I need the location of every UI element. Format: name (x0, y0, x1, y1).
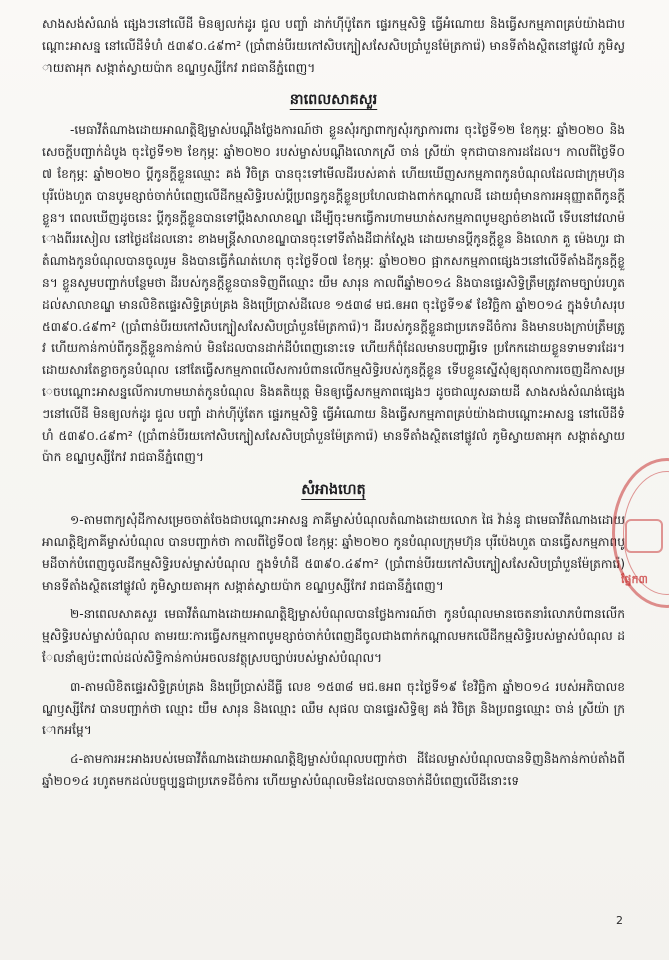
hearing-paragraph: -មេធាវីតំណាងដោយអាណត្តិឱ្យម្ចាស់បណ្តឹងថ្លែងការណ៍ថា ខ្លួនសុំរក្សាពាក្យសុំរក្សាការពារ ចុះថ្ងៃទី១២ ខែកុម្ភៈ ឆ្នាំ២០២០ និងសេចក្តីបញ្ជាក់ដំបូង ចុះថ្ងៃទី១២ ខែកុម្ភៈ ឆ្នាំ២០២០ របស់ម្ចាស់បណ្តឹងលោកស្រី ចាន់ ស្រីយ៉ា ទុកជាបានការដដែល។ កាលពីថ្ងៃទី០៧ ខែកុម្ភៈ ឆ្នាំ២០២០ ប្តីកូនក្តីខ្លួនឈ្មោះ គង់ វិចិត្រ បានចុះទៅមើលដីរបស់គាត់ ហើយឃើញសកម្មភាពកូនបំណុលដែលជាក្រុមហ៊ុន បុរីប៉េងហួត បានបូមខ្សាច់ចាក់បំពេញលើដីកម្មសិទ្ធិរបស់ប្តីប្រពន្ធកូនក្តីខ្លួនប្រហែលជាងពាក់កណ្តាលដី ដោយពុំមានការអនុញ្ញាតពីកូនក្តីខ្លួន។ ពេលឃើញដូចនេះ ប្តីកូនក្តីខ្លួនបានទៅប្តឹងសាលាខណ្ឌ ដើម្បីចុះមកធ្វើការហាមឃាត់សកម្មភាពបូមខ្សាច់ខាងលើ ទើបនៅវេលាម៉ោងពីររសៀល នៅថ្ងៃដដែលនោះ ខាងមន្ត្រីសាលាខណ្ឌបានចុះទៅទីតាំងដីជាក់ស្តែង ដោយមានប្តីកូនក្តីខ្លួន និងលោក គួ ម៉េងហួរ ជាតំណាងកូនបំណុលបានចូលរួម និងបានធ្វើកំណត់ហេតុ ចុះថ្ងៃទី០៧ ខែកុម្ភៈ ឆ្នាំ២០២០ ផ្អាកសកម្មភាពផ្សេងៗនៅលើទីតាំងដីកូនក្តីខ្លួន។ ខ្លួនសូមបញ្ជាក់បន្ថែមថា ដីរបស់កូនក្តីខ្លួនបានទិញពីឈ្មោះ យឹម សារុន កាលពីឆ្នាំ២០១៤ និងបានផ្ទេរសិទ្ធិត្រឹមត្រូវតាមច្បាប់រហូតដល់សាលាខណ្ឌ មានលិខិតផ្ទេរសិទ្ធិគ្រប់គ្រង និងប្រើប្រាស់ដីលេខ ១៥៣៨ មជ.ឲអព ចុះថ្ងៃទី១៩ ខែវិច្ឆិកា ឆ្នាំ២០១៤ ក្នុងទំហំសរុប ៥៣៩០.៤៩m² (ប្រាំពាន់បីរយកៅសិបក្បៀសសែសិបប្រាំបួនម៉ែត្រការ៉េ)។ ដីរបស់កូនក្តីខ្លួនជាប្រភេទដីចំការ និងមានបងក្រាប់ត្រឹមត្រូវ ហើយកាន់កាប់ពីកូនក្តីខ្លួនកាន់កាប់ មិនដែលបានដាក់ដីបំពេញនោះទេ ហើយក៏ពុំដែលមានបញ្ហាអ្វីទេ ប្រកែកដោយខ្លួនទាមទារដែរ។ ដោយសារតែខ្លាចកូនបំណុល នៅតែធ្វើសកម្មភាពលើសការបំពានលើកម្មសិទ្ធិរបស់កូនក្តីខ្លួន ទើបខ្លួនស្នើសុំឲ្យតុលាការចេញដីកាសម្រេចបណ្តោះអាសន្នលើការហាមឃាត់កូនបំណុល និងគតិយុត្ត មិនឲ្យធ្វើសកម្មភាពផ្សេងៗ ដូចជាឈូសឆាយដី សាងសង់សំណង់ផ្សេងៗនៅលើដី មិនឲ្យលក់ដូរ ជួល បញ្ចាំ ដាក់ហ៊ីប៉ូតែក ផ្ទេរកម្មសិទ្ធិ ធ្វើអំណោយ និងធ្វើសកម្មភាពគ្រប់យ៉ាងជាបណ្តោះអាសន្ន នៅលើដីទំហំ ៥៣៩០.៤៩m² (ប្រាំពាន់បីរយកៅសិបក្បៀសសែសិបប្រាំបួនម៉ែត្រការ៉េ) មានទីតាំងស្ថិតនៅផ្លូវលំ ភូមិស្វាយតាអុក សង្កាត់ស្វាយប៉ាក ខណ្ឌឫស្សីកែវ រាជធានីភ្នំពេញ។ (42, 123, 625, 465)
reason-paragraph-4: ៤-តាមការអះអាងរបស់មេធាវីតំណាងដោយអាណត្តិឱ្យម្ចាស់បំណុលបញ្ជាក់ថា ដីដែលម្ចាស់បំណុលបានទិញនិងកាន់កាប់តាំងពីឆ្នាំ២០១៤ រហូតមកដល់បច្ចុប្បន្នជាប្រភេទដីចំការ ហើយម្ចាស់បំណុលមិនដែលបានចាក់ដីបំពេញលើដីនោះទេ (42, 752, 625, 788)
reasons-section (42, 510, 625, 793)
intro-section (42, 14, 625, 79)
reason-paragraph-2: ២-នាពេលសាគសួរ មេធាវីតំណាងដោយអាណត្តិឱ្យម្ចាស់បំណុលបានថ្លែងការណ៍ថា កូនបំណុលមានចេតនារំលោភបំពានលើកម្មសិទ្ធិរបស់ម្ចាស់បំណុល តាមរយៈការធ្វើសកម្មភាពបូមខ្សាច់ចាក់បំពេញដីចូលជាងពាក់កណ្តាលមកលើដីកម្មសិទ្ធិរបស់ម្ចាស់បំណុល ដែលនាំឲ្យប៉ះពាល់ដល់សិទ្ធិកាន់កាប់អចលនវត្ថុស្របច្បាប់របស់ម្ចាស់បំណុល។ (42, 607, 625, 665)
section-heading-reasons: សំអាងហេតុ (301, 482, 366, 499)
reason-paragraph-3: ៣-តាមលិខិតផ្ទេរសិទ្ធិគ្រប់គ្រង និងប្រើប្រាស់ដីធ្លី លេខ ១៥៣៨ មជ.ឲអព ចុះថ្ងៃទី១៩ ខែវិច្ឆិកា ឆ្នាំ២០១៤ របស់អភិបាលខណ្ឌឫស្សីកែវ បានបញ្ជាក់ថា ឈ្មោះ យឹម សារុន និងឈ្មោះ ឈឹម សុផល បានផ្ទេរសិទ្ធិឲ្យ គង់ វិចិត្រ និងប្រពន្ធឈ្មោះ ចាន់ ស្រីយ៉ា ក្រោកអម្ពែ។ (42, 679, 625, 738)
section-heading-hearing: នាពេលសាគសួរ (289, 92, 378, 109)
reason-paragraph-1: ១-តាមពាក្យសុំដីកាសម្រេចចាត់ចែងជាបណ្តោះអាសន្ន ភាគីម្ចាស់បំណុលតំណាងដោយលោក ផៃ វ៉ាន់នូ ជាមេធាវីតំណាងដោយអាណត្តិឱ្យភាគីម្ចាស់បំណុល បានបញ្ជាក់ថា កាលពីថ្ងៃទី០៧ ខែកុម្ភៈ ឆ្នាំ២០២០ កូនបំណុលក្រុមហ៊ុន បុរីប៉េងហួត បានធ្វើសកម្មភាពបូមដីចាក់បំពេញចូលដីកម្មសិទ្ធិរបស់ម្ចាស់បំណុល ក្នុងទំហំដី ៥៣៩០.៤៩m² (ប្រាំពាន់បីរយកៅសិបក្បៀសសែសិបប្រាំបួនម៉ែត្រការ៉េ) មានទីតាំងស្ថិតនៅផ្លូវលំ ភូមិស្វាយតាអុក សង្កាត់ស្វាយប៉ាក ខណ្ឌឫស្សីកែវ រាជធានីភ្នំពេញ។ (42, 513, 625, 593)
stamp-emblem-icon (625, 519, 663, 553)
page-number: 2 (616, 914, 623, 927)
stamp-text: ផ្នែក៣ (621, 573, 648, 586)
hearing-section (42, 120, 625, 469)
intro-paragraph: សាងសង់សំណង់ ផ្សេងៗនៅលើដី មិនឲ្យលក់ដូរ ជួល បញ្ចាំ ដាក់ហ៊ីប៉ូតែក ផ្ទេរកម្មសិទ្ធិ ធ្វើអំណោយ និងធ្វើសកម្មភាពគ្រប់យ៉ាងជាបណ្តោះអាសន្ន នៅលើដីទំហំ ៥៣៩០.៤៩m² (ប្រាំពាន់បីរយកៅសិបក្បៀសសែសិបប្រាំបួនម៉ែត្រការ៉េ) មានទីតាំងស្ថិតនៅផ្លូវលំ ភូមិស្វាយតាអុក សង្កាត់ស្វាយប៉ាក ខណ្ឌឫស្សីកែវ រាជធានីភ្នំពេញ។ (42, 17, 625, 75)
